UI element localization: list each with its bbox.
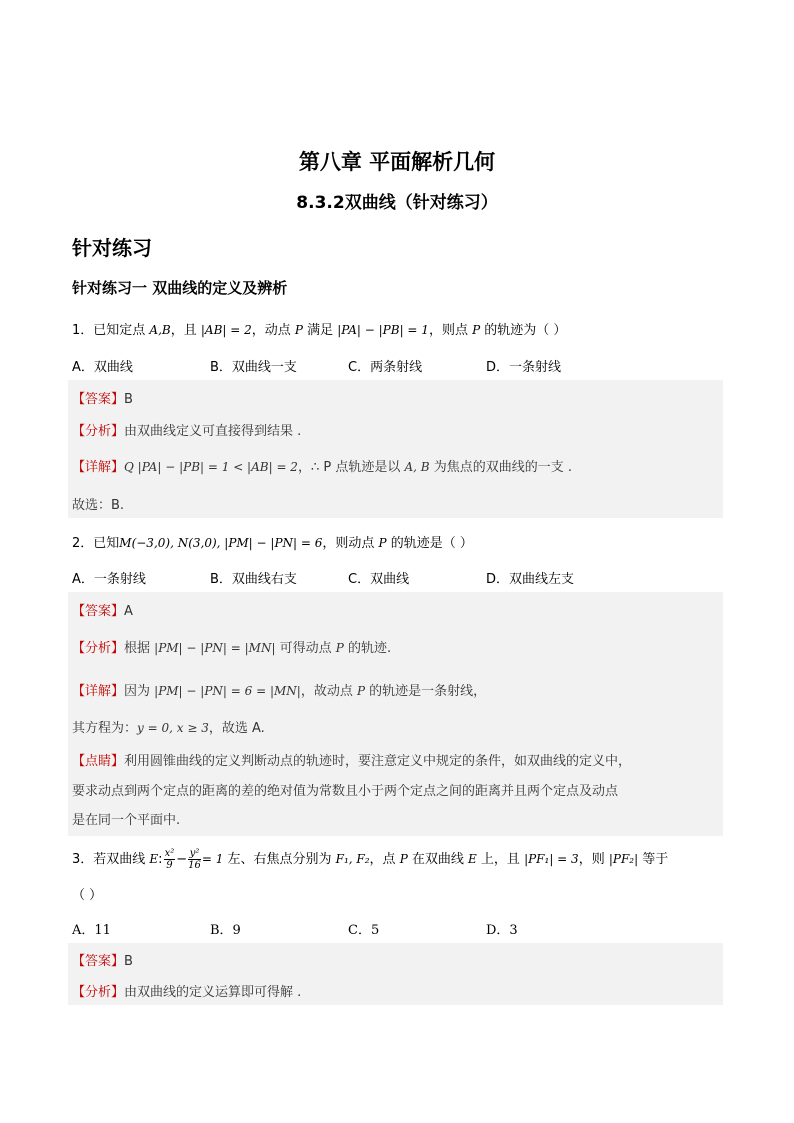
question-2-option-b: B．双曲线右支	[210, 572, 297, 587]
question-2-detail: 【详解】因为 |PM| − |PN| = 6 = |MN|，故动点 P 的轨迹是一条射线，	[72, 684, 487, 699]
question-2-answer: 【答案】A	[72, 604, 133, 619]
question-3-solution-box	[68, 943, 723, 1005]
question-2-option-d: D．双曲线左支	[486, 572, 575, 587]
page-subtitle: 8.3.2双曲线（针对练习）	[296, 193, 498, 213]
question-1-option-b: B．双曲线一支	[210, 360, 297, 375]
question-1-conclusion: 故选：B.	[72, 498, 125, 513]
question-3-option-d: D．3	[486, 923, 518, 938]
subsection-title: 针对练习一 双曲线的定义及辨析	[72, 279, 288, 297]
question-3-option-b: B．9	[210, 923, 241, 938]
question-1-option-c: C．两条射线	[348, 360, 423, 375]
question-2-equation: 其方程为：y = 0, x ≥ 3，故选 A.	[72, 721, 265, 736]
section-title: 针对练习	[72, 236, 152, 260]
question-1-detail: 【详解】Q |PA| − |PB| = 1 < |AB| = 2，∴ P 点轨迹是以 A, B 为焦点的双曲线的一支 .	[72, 460, 572, 475]
question-1-stem: 1．已知定点 A,B，且 |AB| = 2，动点 P 满足 |PA| − |PB| = 1，则点 P 的轨迹为（ ）	[72, 323, 567, 338]
question-3-answer: 【答案】B	[72, 954, 133, 969]
question-1-solution-box	[68, 380, 723, 518]
question-1-analysis: 【分析】由双曲线定义可直接得到结果 .	[72, 424, 302, 439]
question-3-stem: 3．若双曲线 E: $\frac{\text{x²}}{9}$ − $\frac{\text{y²}}{16}$ = 1 左、右焦点分别为 F₁, F₂，点 P 在双曲线 E 上，且 |PF₁| = 3，则 |PF₂| 等于	[72, 848, 669, 871]
question-2-option-a: A．一条射线	[72, 572, 146, 587]
question-2-solution-box	[68, 592, 723, 836]
question-3-option-c: C．5	[348, 923, 380, 938]
question-2-analysis: 【分析】根据 |PM| − |PN| = |MN| 可得动点 P 的轨迹.	[72, 641, 392, 656]
chapter-title: 第八章 平面解析几何	[298, 150, 496, 174]
question-2-stem: 2．已知M(−3,0), N(3,0), |PM| − |PN| = 6，则动点 P 的轨迹是（ ）	[72, 536, 473, 551]
question-3-paren: （ ）	[72, 888, 103, 903]
question-2-comment-line-1: 【点睛】利用圆锥曲线的定义判断动点的轨迹时，要注意定义中规定的条件，如双曲线的定义中，	[72, 754, 632, 769]
fraction-y-squared-over-16: $\frac{\text{y²}}{16}$	[188, 848, 201, 871]
question-1-option-a: A．双曲线	[72, 360, 133, 375]
question-2-comment-line-2: 要求动点到两个定点的距离的差的绝对值为常数且小于两个定点之间的距离并且两个定点及动点	[72, 784, 619, 799]
question-3-analysis: 【分析】由双曲线的定义运算即可得解 .	[72, 985, 302, 1000]
question-3-option-a: A．11	[72, 923, 111, 938]
fraction-x-squared-over-9: $\frac{\text{x²}}{9}$	[164, 848, 175, 871]
question-2-option-c: C．双曲线	[348, 572, 410, 587]
question-2-comment-line-3: 是在同一个平面中.	[72, 813, 181, 828]
question-1-option-d: D．一条射线	[486, 360, 562, 375]
question-1-answer: 【答案】B	[72, 392, 133, 407]
